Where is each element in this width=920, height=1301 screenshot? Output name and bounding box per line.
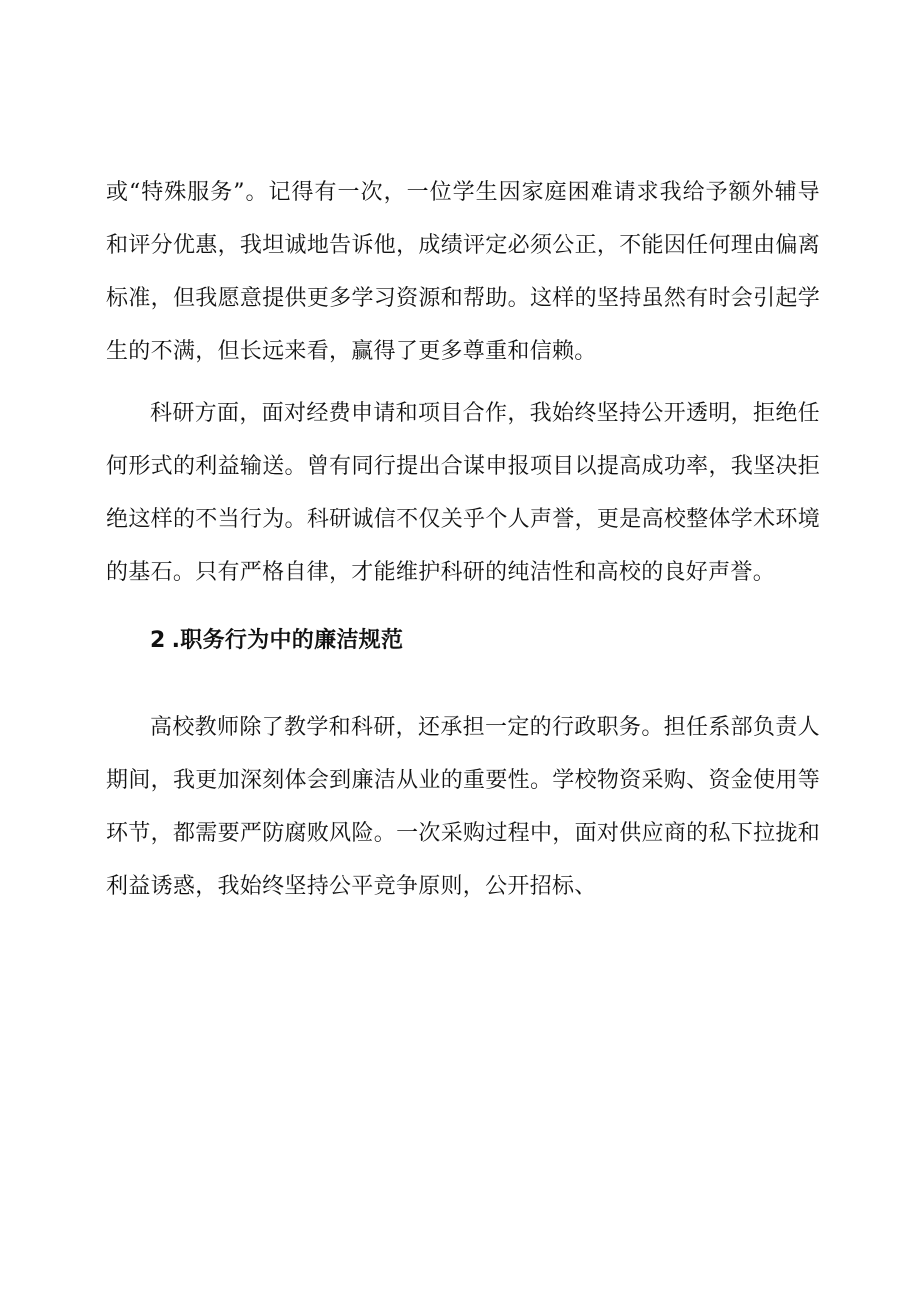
body-paragraph-continuation: 或“特殊服务”。记得有一次，一位学生因家庭困难请求我给予额外辅导和评分优惠，我坦诚地告诉他，成绩评定必须公正，不能因任何理由偏离标准，但我愿意提供更多学习资源和帮助。这样的坚持虽然有时会引起学生的不满，但长远来看，赢得了更多尊重和信赖。 [106, 180, 820, 364]
section-heading [150, 616, 403, 666]
body-paragraph-research: 科研方面，面对经费申请和项目合作，我始终坚持公开透明，拒绝任何形式的利益输送。曾有同行提出合谋申报项目以提高成功率，我坚决拒绝这样的不当行为。科研诚信不仅关乎个人声誉，更是高校整体学术环境的基石。只有严格自律，才能维护科研的纯洁性和高校的良好声誉。 [106, 401, 820, 585]
body-paragraph-administration: 高校教师除了教学和科研，还承担一定的行政职务。担任系部负责人期间，我更加深刻体会到廉洁从业的重要性。学校物资采购、资金使用等环节，都需要严防腐败风险。一次采购过程中，面对供应商的私下拉拢和利益诱惑，我始终坚持公平竞争原则，公开招标、 [106, 715, 820, 899]
section-heading-number: 2 [150, 628, 166, 653]
section-heading-title: .职务行为中的廉洁规范 [171, 628, 404, 653]
